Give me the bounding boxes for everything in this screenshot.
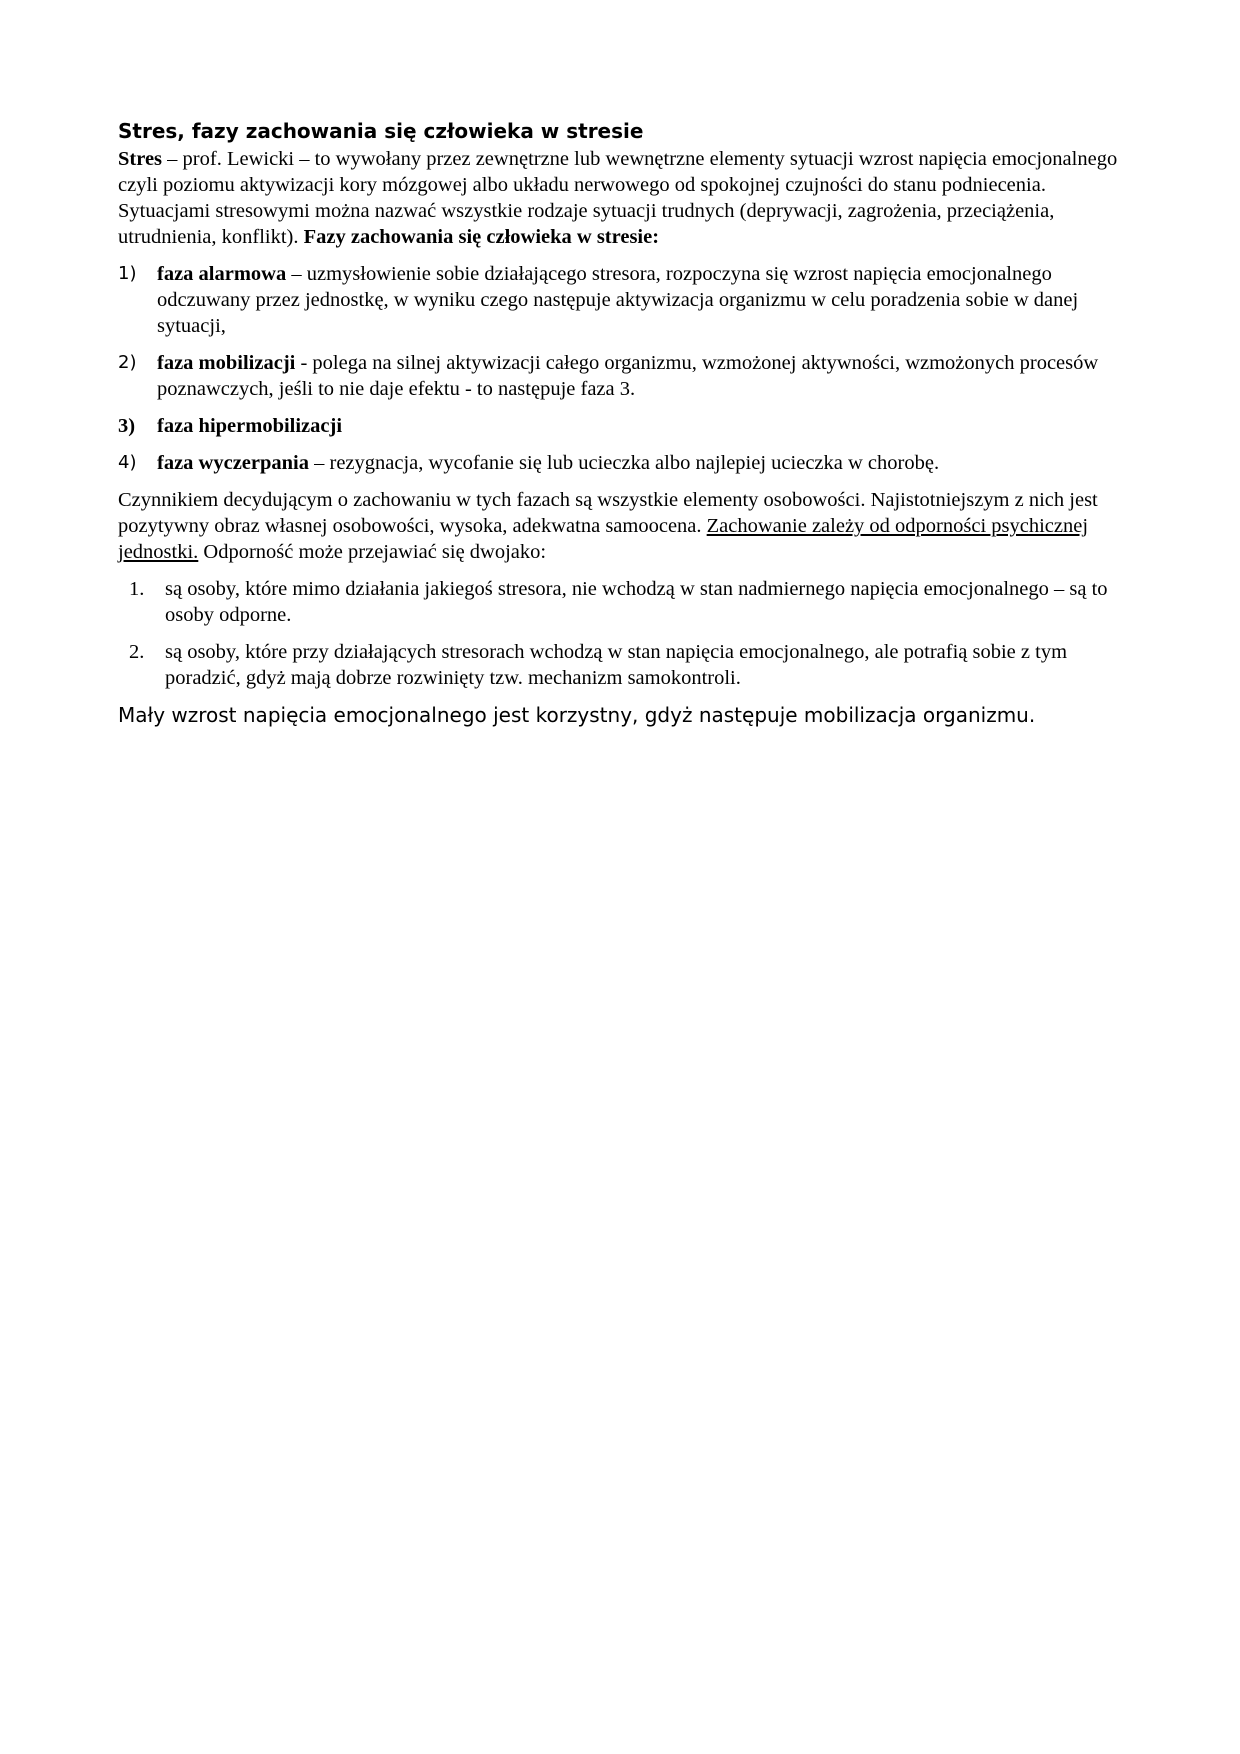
phase-name: faza hipermobilizacji [157, 415, 343, 437]
phase-description: – uzmysłowienie sobie działającego stresora, rozpoczyna się wzrost napięcia emocjonalnego odczuwany przez jednostkę, w wyniku czego następuje aktywizacja organizmu w celu poradzenia sobie w danej sytuacji, [157, 263, 1079, 337]
phase-name: faza wyczerpania [157, 452, 309, 474]
phases-heading: Fazy zachowania się człowieka w stresie: [303, 226, 660, 248]
resistance-list [118, 576, 1122, 691]
phase-description: - polega na silnej aktywizacji całego organizmu, wzmożonej aktywności, wzmożonych procesów poznawczych, jeśli to nie daje efektu - to następuje faza 3. [157, 352, 1099, 400]
list-item [118, 639, 1122, 691]
phase-number: 3) [118, 415, 136, 437]
phase-item [118, 413, 1122, 439]
intro-text: – prof. Lewicki – to wywołany przez zewnętrzne lub wewnętrzne elementy sytuacji wzrost napięcia emocjonalnego czyli poziomu aktywizacji kory mózgowej albo układu nerwowego od spokojnej czujności do stanu podniecenia. Sytuacjami stresowymi można nazwać wszystkie rodzaje sytuacji trudnych (deprywacji, zagrożenia, przeciążenia, utrudnienia, konflikt). [118, 148, 1118, 248]
phase-name: faza mobilizacji [157, 352, 296, 374]
factors-text-end: Odporność może przejawiać się dwojako: [198, 541, 547, 563]
list-item-number: 1. [129, 578, 145, 600]
list-item [118, 576, 1122, 628]
factors-underlined-text: Zachowanie zależy od odporności psychicznej jednostki. [118, 515, 1089, 563]
conclusion-paragraph: Mały wzrost napięcia emocjonalnego jest korzystny, gdyż następuje mobilizacja organizmu. [118, 703, 1036, 727]
phase-number: 4) [118, 452, 137, 473]
phase-number: 2) [118, 352, 137, 373]
intro-paragraph [118, 146, 1122, 250]
phase-item [118, 261, 1122, 339]
phase-item [118, 450, 1122, 476]
document-title: Stres, fazy zachowania się człowieka w stresie [118, 119, 644, 143]
phase-number: 1) [118, 263, 137, 284]
list-item-text: są osoby, które przy działających stresorach wchodzą w stan napięcia emocjonalnego, ale potrafią sobie z tym poradzić, gdyż mają dobrze rozwinięty tzw. mechanizm samokontroli. [165, 641, 1068, 689]
phase-item [118, 350, 1122, 402]
phase-description: – rezygnacja, wycofanie się lub ucieczka albo najlepiej ucieczka w chorobę. [309, 452, 940, 474]
factors-paragraph [118, 487, 1122, 565]
phases-list [118, 261, 1122, 476]
phase-name: faza alarmowa [157, 263, 287, 285]
document-page [118, 118, 1122, 728]
list-item-text: są osoby, które mimo działania jakiegoś stresora, nie wchodzą w stan nadmiernego napięcia emocjonalnego – są to osoby odporne. [165, 578, 1108, 626]
intro-term: Stres [118, 148, 163, 170]
factors-text: Czynnikiem decydującym o zachowaniu w tych fazach są wszystkie elementy osobowości. Najistotniejszym z nich jest pozytywny obraz własnej osobowości, wysoka, adekwatna samoocena. [118, 489, 1098, 537]
list-item-number: 2. [129, 641, 145, 663]
